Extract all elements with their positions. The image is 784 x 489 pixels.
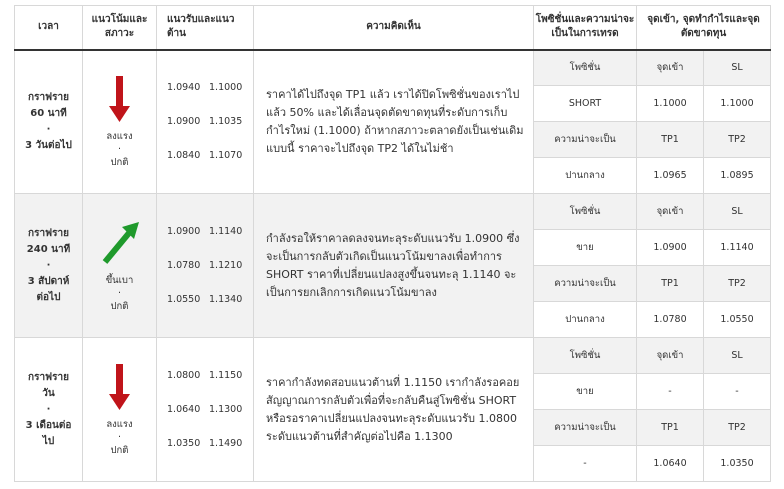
entry-cell: 1.0350 xyxy=(704,446,771,482)
entry-cell: TP1 xyxy=(637,410,704,446)
entry-cell: จุดเข้า xyxy=(637,338,704,374)
entry-cell: TP2 xyxy=(704,122,771,158)
position-cell: โพซิชั่น xyxy=(534,338,637,374)
timeframe-line: · xyxy=(46,259,51,271)
position-cell: ขาย xyxy=(534,230,637,266)
entry-cell: - xyxy=(637,374,704,410)
levels-cell xyxy=(157,50,254,194)
trend-label: ปกติ xyxy=(110,445,129,456)
timeframe-cell xyxy=(15,50,83,194)
entry-cell: - xyxy=(704,374,771,410)
levels-cell xyxy=(157,194,254,338)
level-row xyxy=(167,105,253,139)
entry-cell: SL xyxy=(704,194,771,230)
table-row xyxy=(15,50,771,86)
header-position: โพซิชั่นและความน่าจะเป็นในการเทรด xyxy=(534,6,637,50)
forecast-table xyxy=(14,5,771,482)
position-cell: ขาย xyxy=(534,374,637,410)
table-row xyxy=(15,194,771,230)
timeframe-line: กราฟราย xyxy=(28,227,69,239)
position-cell: ความน่าจะเป็น xyxy=(534,122,637,158)
timeframe-line: · xyxy=(46,403,51,415)
entry-cell: 1.1000 xyxy=(704,86,771,122)
support-value: 1.0350 xyxy=(167,437,201,449)
timeframe-line: ต่อไป xyxy=(36,291,61,303)
level-row xyxy=(167,359,253,393)
header-levels: แนวรับและแนวต้าน xyxy=(157,6,254,50)
position-cell: ความน่าจะเป็น xyxy=(534,410,637,446)
support-value: 1.0900 xyxy=(167,115,201,127)
support-value: 1.0800 xyxy=(167,369,201,381)
header-comment: ความคิดเห็น xyxy=(254,6,534,50)
timeframe-line: กราฟราย xyxy=(28,371,69,383)
level-row xyxy=(167,139,253,173)
trend-label: · xyxy=(117,144,122,156)
entry-cell: SL xyxy=(704,50,771,86)
support-value: 1.0840 xyxy=(167,149,201,161)
trend-label: · xyxy=(117,288,122,299)
timeframe-line: ไป xyxy=(42,435,55,447)
position-cell: SHORT xyxy=(534,86,637,122)
entry-cell: 1.0550 xyxy=(704,302,771,338)
down-arrow-icon xyxy=(98,362,142,412)
resistance-value: 1.1070 xyxy=(209,149,243,161)
entry-cell: 1.0900 xyxy=(637,230,704,266)
timeframe-cell xyxy=(15,194,83,338)
trend-cell xyxy=(83,50,157,194)
position-cell: โพซิชั่น xyxy=(534,194,637,230)
up-arrow-icon xyxy=(98,218,142,268)
timeframe-line: 3 สัปดาห์ xyxy=(27,275,70,287)
trend-label: · xyxy=(117,432,122,443)
position-cell: - xyxy=(534,446,637,482)
comment-cell: กำลังรอให้ราคาลดลงจนทะลุระดับแนวรับ 1.0900 ซึ่งจะเป็นการกลับตัวเกิดเป็นแนวโน้มขาลงเพื่อทำการ SHORT ราคาที่เปลี่ยนแปลงสูงขึ้นจนทะลุ 1.1140 จะเป็นการยกเลิกการเกิดแนวโน้มขาลง xyxy=(254,194,534,338)
header-time: เวลา xyxy=(15,6,83,50)
timeframe-line: 60 นาที xyxy=(30,107,67,119)
trend-label: ปกติ xyxy=(110,301,129,312)
support-value: 1.0780 xyxy=(167,259,201,271)
entry-cell: จุดเข้า xyxy=(637,50,704,86)
header-trend: แนวโน้มและสภาวะ xyxy=(83,6,157,50)
support-value: 1.0940 xyxy=(167,81,201,93)
level-row xyxy=(167,427,253,461)
down-arrow-icon xyxy=(98,74,142,124)
timeframe-cell xyxy=(15,338,83,482)
entry-cell: 1.0780 xyxy=(637,302,704,338)
entry-cell: 1.1140 xyxy=(704,230,771,266)
position-cell: ความน่าจะเป็น xyxy=(534,266,637,302)
entry-cell: จุดเข้า xyxy=(637,194,704,230)
timeframe-line: 240 นาที xyxy=(26,243,71,255)
support-value: 1.0900 xyxy=(167,225,201,237)
trend-cell xyxy=(83,194,157,338)
trend-cell xyxy=(83,338,157,482)
entry-cell: TP2 xyxy=(704,266,771,302)
comment-cell: ราคากำลังทดสอบแนวต้านที่ 1.1150 เรากำลังรอคอยสัญญาณการกลับตัวเพื่อที่จะกลับคืนสู่โพซิชั่น SHORT หรือรอราคาเปลี่ยนแปลงจนทะลุระดับแนวรับ 1.0800 ระดับแนวต้านที่สำคัญต่อไปคือ 1.1300 xyxy=(254,338,534,482)
comment-cell: ราคาได้ไปถึงจุด TP1 แล้ว เราได้ปิดโพซิชั่นของเราไปแล้ว 50% และได้เลื่อนจุดตัดขาดทุนที่ระดับการเก็บกำไรใหม่ (1.1000) ถ้าหากสภาวะตลาดยังเป็นเช่นเดิมแบบนี้ ราคาจะไปถึงจุด TP2 ได้ในไม่ช้า xyxy=(254,50,534,194)
resistance-value: 1.1035 xyxy=(209,115,243,127)
support-value: 1.0640 xyxy=(167,403,201,415)
resistance-value: 1.1490 xyxy=(209,437,243,449)
level-row xyxy=(167,283,253,317)
resistance-value: 1.1140 xyxy=(209,225,243,237)
resistance-value: 1.1300 xyxy=(209,403,243,415)
resistance-value: 1.1000 xyxy=(209,81,243,93)
timeframe-line: วัน xyxy=(42,387,55,399)
timeframe-line: 3 เดือนต่อ xyxy=(25,419,72,431)
entry-cell: TP2 xyxy=(704,410,771,446)
position-cell: โพซิชั่น xyxy=(534,50,637,86)
entry-cell: 1.0640 xyxy=(637,446,704,482)
support-value: 1.0550 xyxy=(167,293,201,305)
timeframe-line: 3 วันต่อไป xyxy=(25,139,72,151)
level-row xyxy=(167,71,253,105)
levels-cell xyxy=(157,338,254,482)
header-entry: จุดเข้า, จุดทำกำไรและจุดตัดขาดทุน xyxy=(637,6,771,50)
level-row xyxy=(167,249,253,283)
trend-label: ขึ้นเบา xyxy=(105,275,134,286)
timeframe-line: · xyxy=(46,123,51,135)
entry-cell: 1.0895 xyxy=(704,158,771,194)
entry-cell: TP1 xyxy=(637,122,704,158)
timeframe-line: กราฟราย xyxy=(28,91,69,103)
entry-cell: SL xyxy=(704,338,771,374)
trend-label: ปกติ xyxy=(110,157,129,169)
position-cell: ปานกลาง xyxy=(534,302,637,338)
trend-label: ลงแรง xyxy=(106,131,133,143)
table-row xyxy=(15,338,771,374)
level-row xyxy=(167,393,253,427)
resistance-value: 1.1340 xyxy=(209,293,243,305)
resistance-value: 1.1210 xyxy=(209,259,243,271)
resistance-value: 1.1150 xyxy=(209,369,243,381)
trend-label: ลงแรง xyxy=(106,419,133,430)
position-cell: ปานกลาง xyxy=(534,158,637,194)
entry-cell: 1.1000 xyxy=(637,86,704,122)
entry-cell: TP1 xyxy=(637,266,704,302)
level-row xyxy=(167,215,253,249)
entry-cell: 1.0965 xyxy=(637,158,704,194)
